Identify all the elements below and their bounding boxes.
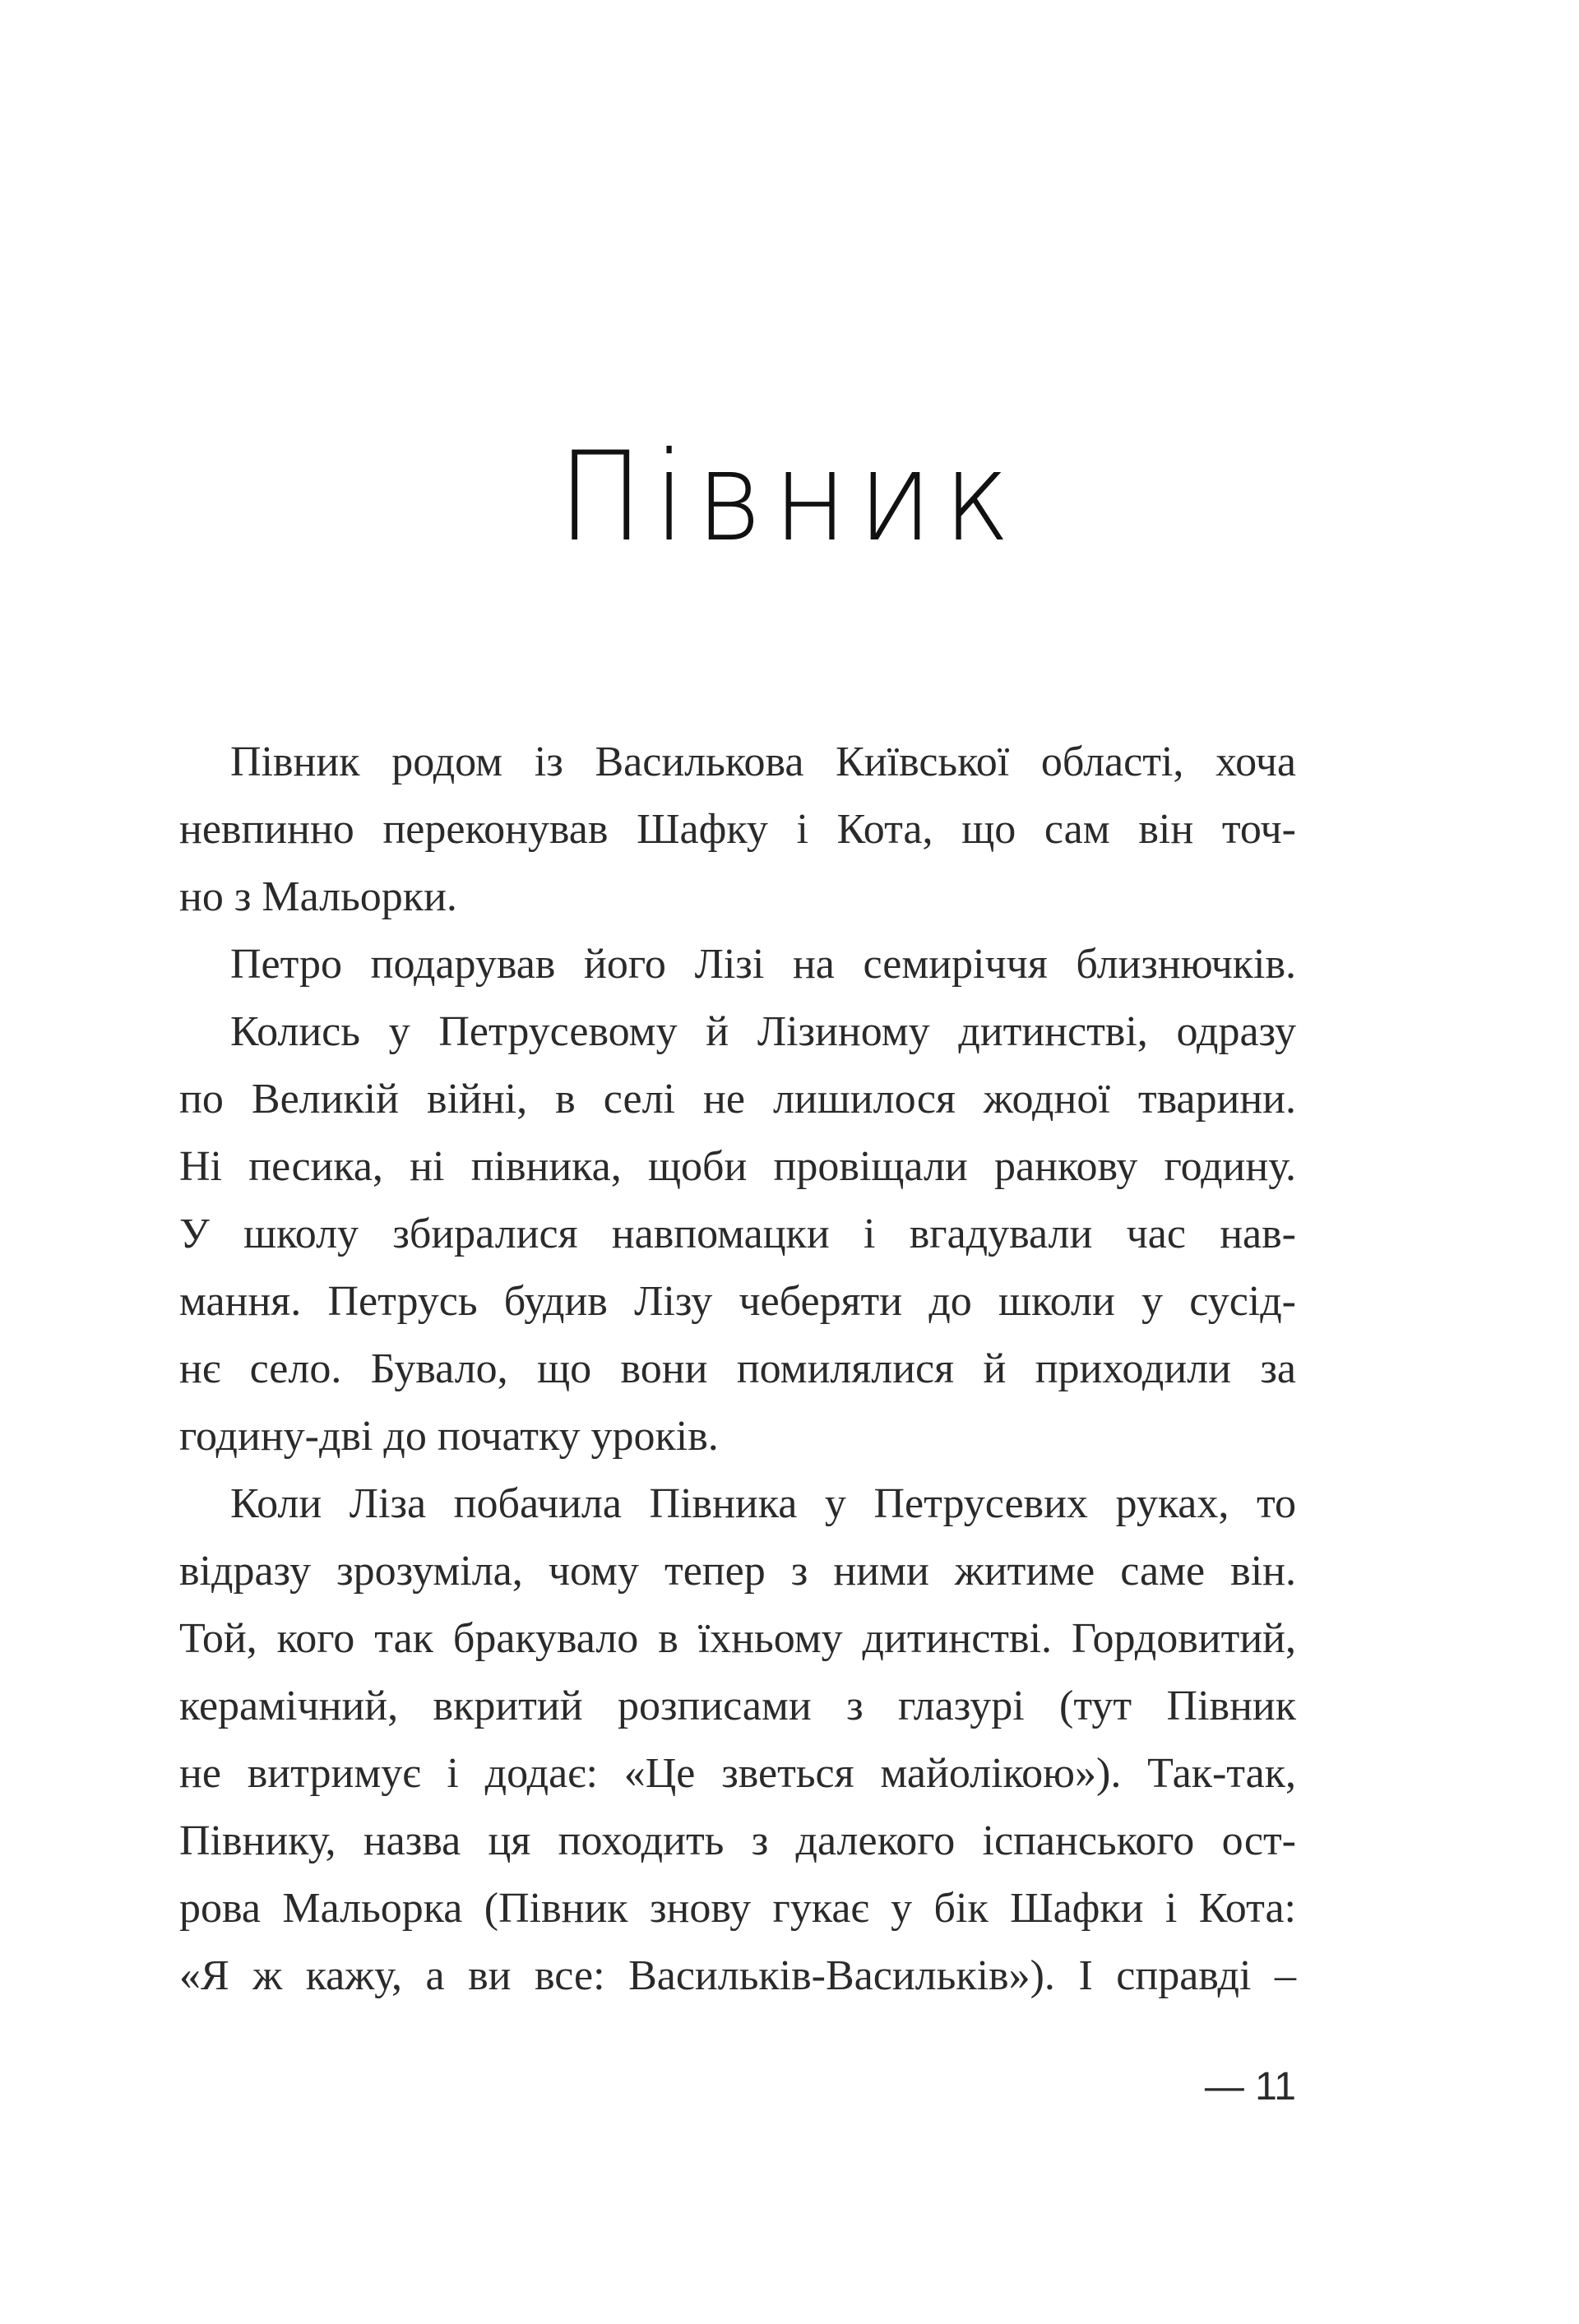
text-line: «Я ж кажу, а ви все: Васильків-Васильків»). І справді – — [179, 1952, 1296, 1999]
text-line: Колись у Петрусевому й Лізиному дитинстві, одразу — [230, 1008, 1296, 1055]
text-line: відразу зрозуміла, чому тепер з ними житиме саме він. — [179, 1548, 1296, 1595]
page-number: — 11 — [1204, 2065, 1296, 2109]
text-line: нє село. Бувало, що вони помилялися й приходили за — [179, 1345, 1296, 1392]
text-line: Півнику, назва ця походить з далекого іспанського ост- — [179, 1817, 1296, 1864]
text-line: по Великій війні, в селі не лишилося жодної тварини. — [179, 1076, 1296, 1123]
chapter-title: Півник — [558, 426, 1021, 569]
text-line: Ні песика, ні півника, щоби провіщали ранкову годину. — [179, 1143, 1296, 1190]
text-line: Півник родом із Василькова Київської області, хоча — [230, 738, 1296, 785]
text-line: мання. Петрусь будив Лізу чеберяти до школи у сусід- — [179, 1278, 1296, 1325]
text-line: невпинно переконував Шафку і Кота, що сам він точ- — [179, 806, 1296, 853]
text-line: годину-дві до початку уроків. — [179, 1413, 719, 1460]
body-text — [179, 729, 1296, 2010]
text-line: Коли Ліза побачила Півника у Петрусевих руках, то — [230, 1480, 1296, 1527]
text-line: не витримує і додає: «Це зветься майолікою»). Так-так, — [179, 1750, 1296, 1797]
text-line: Той, кого так бракувало в їхньому дитинстві. Гордовитий, — [179, 1615, 1296, 1662]
text-line: рова Мальорка (Півник знову гукає у бік Шафки і Кота: — [179, 1885, 1296, 1932]
text-line: но з Мальорки. — [179, 873, 457, 920]
text-line: керамічний, вкритий розписами з глазурі (тут Півник — [179, 1683, 1296, 1729]
text-line: У школу збиралися навпомацки і вгадували час нав- — [179, 1211, 1296, 1257]
text-line: Петро подарував його Лізі на семиріччя близнючків. — [230, 941, 1296, 988]
